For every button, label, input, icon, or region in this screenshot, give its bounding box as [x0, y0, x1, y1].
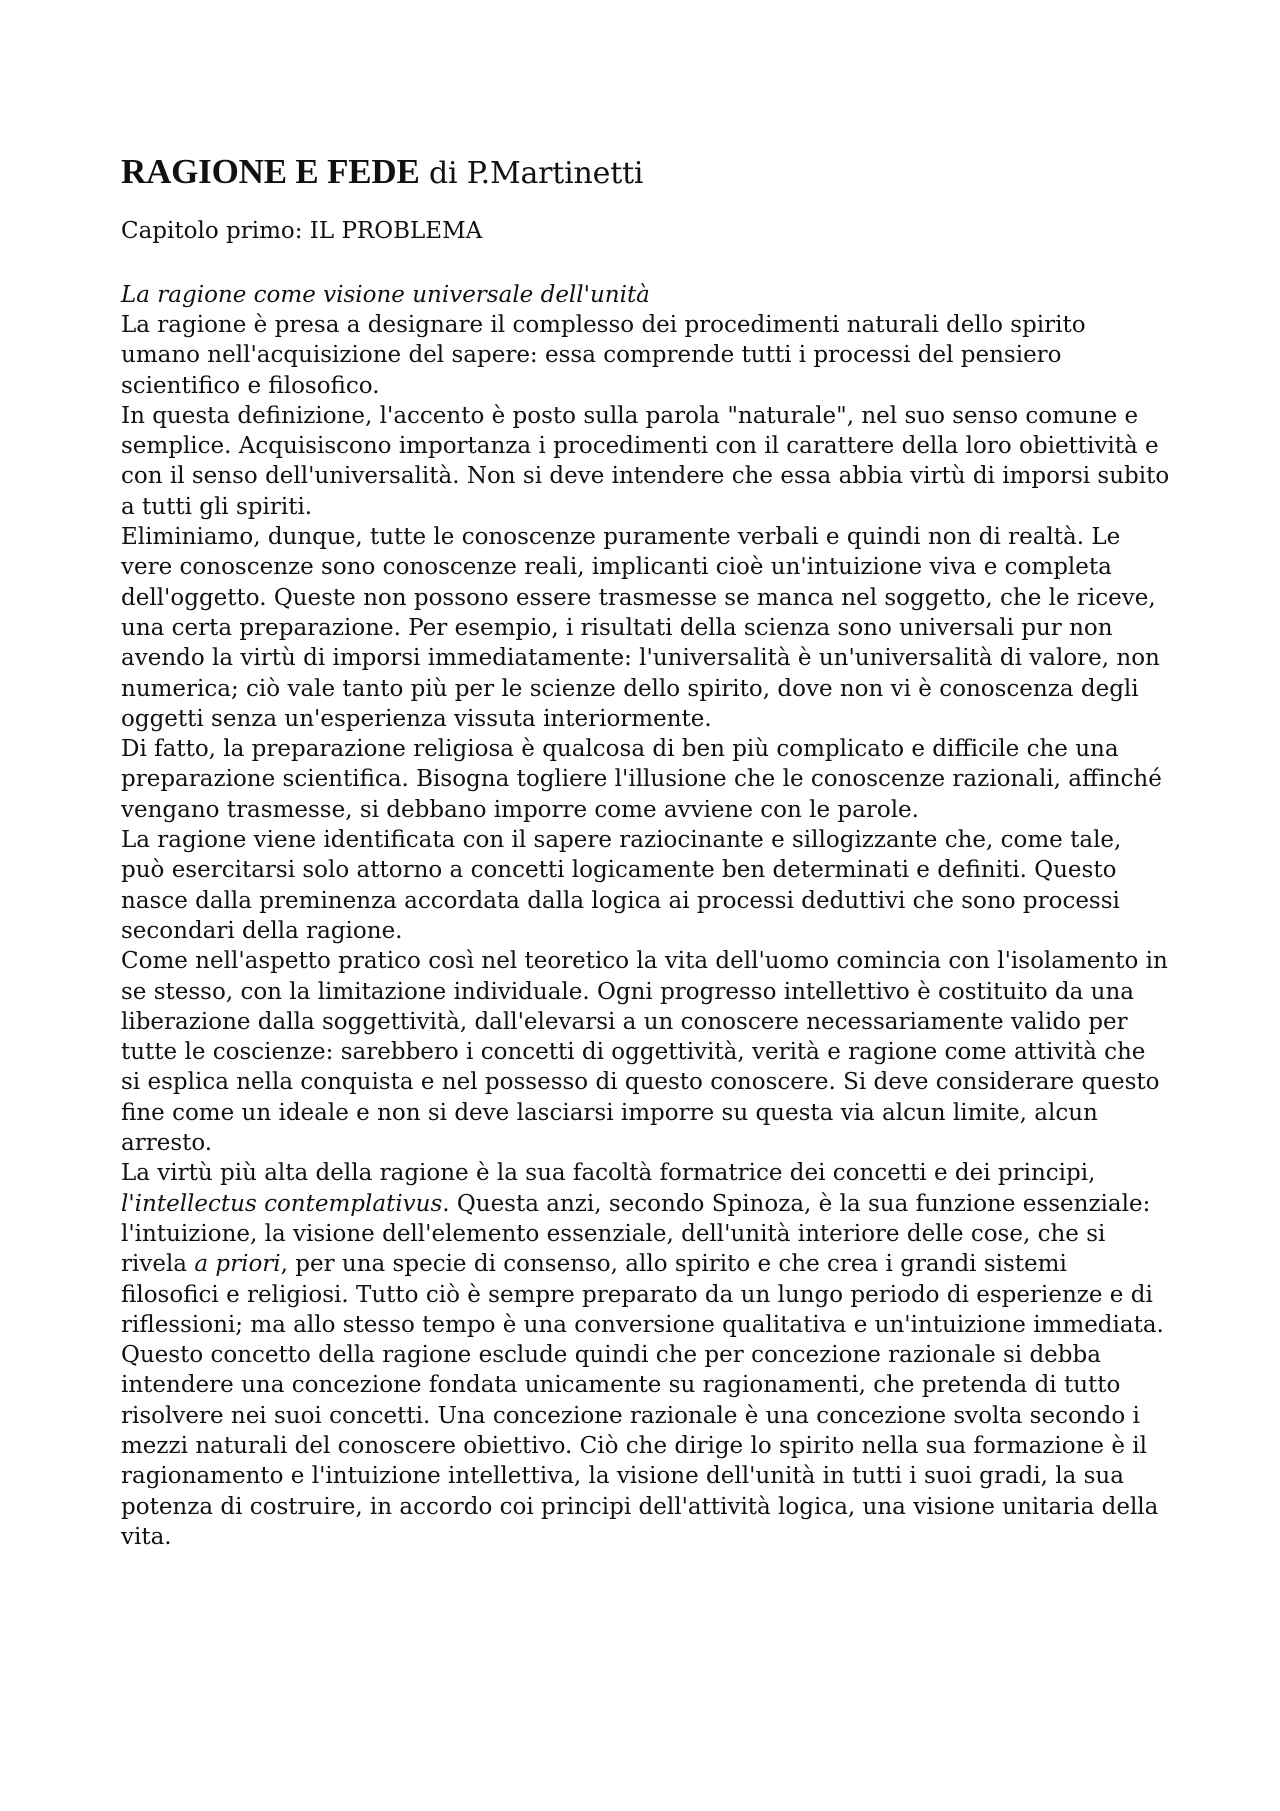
- paragraph-6: Come nell'aspetto pratico così nel teoretico la vita dell'uomo comincia con l'isolamento in se stesso, con la limitazione individuale. Ogni progresso intellettivo è costituito da una liberazione dalla soggettività, dall'elevarsi a un conoscere necessariamente valido per tutte le coscienze: sarebbero i concetti di oggettività, verità e ragione come attività che si esplica nella conquista e nel possesso di questo conoscere. Si deve considerare questo fine come un ideale e non si deve lasciarsi imporre su questa via alcun limite, alcun arresto.: [121, 948, 1168, 1157]
- title-main: RAGIONE E FEDE: [121, 152, 420, 191]
- paragraph-7-text-3: , per una specie di consenso, allo spirito e che crea i grandi sistemi filosofici e religiosi. Tutto ciò è sempre preparato da un lungo periodo di esperienze e di riflessioni; ma allo stesso tempo è una conversione qualitativa e un'intuizione immediata.: [121, 1251, 1164, 1338]
- document-page: [121, 148, 1171, 1552]
- title-author: di P.Martinetti: [419, 156, 644, 191]
- paragraph-8: Questo concetto della ragione esclude quindi che per concezione razionale si debba intendere una concezione fondata unicamente su ragionamenti, che pretenda di tutto risolvere nei suoi concetti. Una concezione razionale è una concezione svolta secondo i mezzi naturali del conoscere obiettivo. Ciò che dirige lo spirito nella sua formazione è il ragionamento e l'intuizione intellettiva, la visione dell'unità in tutti i suoi gradi, la sua potenza di costruire, in accordo coi principi dell'attività logica, una visione unitaria della vita.: [121, 1342, 1159, 1550]
- body-text: [121, 310, 1171, 1552]
- intellectus-contemplativus-emphasis: l'intellectus contemplativus: [121, 1190, 443, 1217]
- paragraph-3: Eliminiamo, dunque, tutte le conoscenze puramente verbali e quindi non di realtà. Le vere conoscenze sono conoscenze reali, implicanti cioè un'intuizione viva e completa dell'oggetto. Queste non possono essere trasmesse se manca nel soggetto, che le riceve, una certa preparazione. Per esempio, i risultati della scienza sono universali pur non avendo la virtù di imporsi immediatamente: l'universalità è un'universalità di valore, non numerica; ciò vale tanto più per le scienze dello spirito, dove non vi è conoscenza degli oggetti senza un'esperienza vissuta interiormente.: [121, 524, 1160, 732]
- paragraph-7-text-1: La virtù più alta della ragione è la sua facoltà formatrice dei concetti e dei principi,: [121, 1160, 1096, 1187]
- paragraph-7: [121, 1158, 1171, 1340]
- chapter-heading: Capitolo primo: IL PROBLEMA: [121, 218, 483, 244]
- a-priori-emphasis: a priori: [194, 1251, 281, 1278]
- paragraph-5: La ragione viene identificata con il sapere raziocinante e sillogizzante che, come tale, può esercitarsi solo attorno a concetti logicamente ben determinati e definiti. Questo nasce dalla preminenza accordata dalla logica ai processi deduttivi che sono processi secondari della ragione.: [121, 827, 1122, 944]
- paragraph-1: La ragione è presa a designare il complesso dei procedimenti naturali dello spirito umano nell'acquisizione del sapere: essa comprende tutti i processi del pensiero scientifico e filosofico.: [121, 312, 1086, 399]
- paragraph-4: Di fatto, la preparazione religiosa è qualcosa di ben più complicato e difficile che una preparazione scientifica. Bisogna togliere l'illusione che le conoscenze razionali, affinché vengano trasmesse, si debbano imporre come avviene con le parole.: [121, 736, 1162, 823]
- paragraph-2: In questa definizione, l'accento è posto sulla parola "naturale", nel suo senso comune e semplice. Acquisiscono importanza i procedimenti con il carattere della loro obiettività e con il senso dell'universalità. Non si deve intendere che essa abbia virtù di imporsi subito a tutti gli spiriti.: [121, 402, 1170, 520]
- section-title: La ragione come visione universale dell'unità: [121, 282, 650, 308]
- document-title: [121, 148, 1171, 198]
- paragraph-7-text-2: . Questa anzi, secondo Spinoza, è la sua funzione essenziale: l'intuizione, la visione dell'elemento essenziale, dell'unità interiore delle cose, che si rivela: [121, 1190, 1151, 1278]
